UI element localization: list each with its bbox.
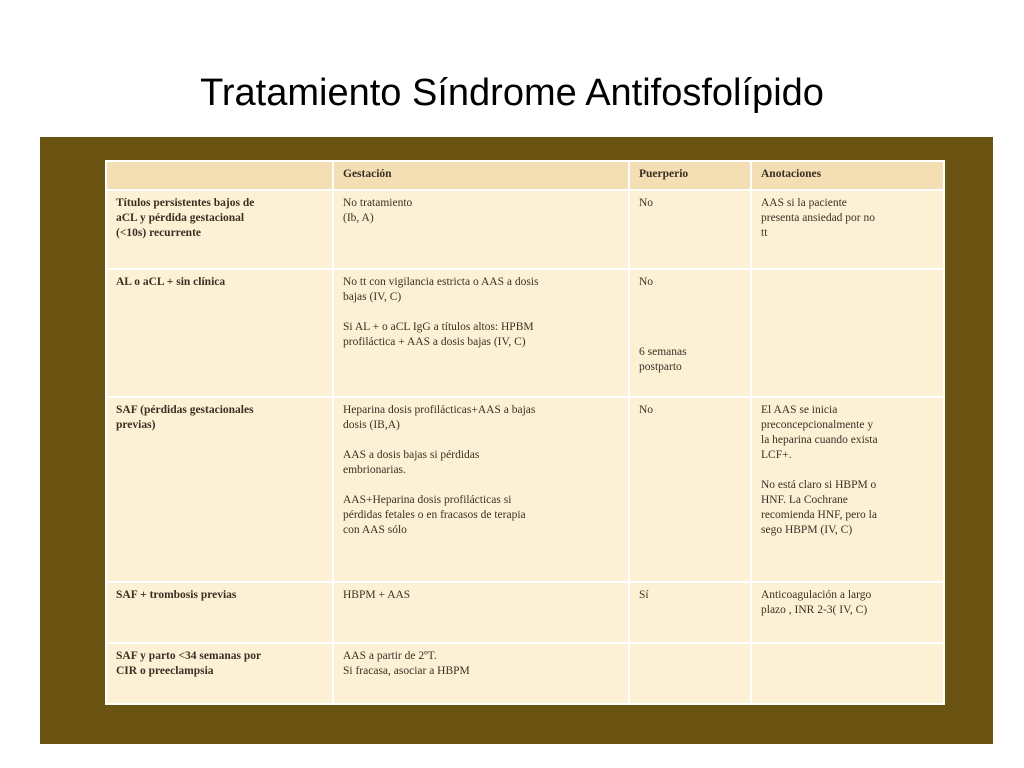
treatment-table (105, 160, 945, 705)
cell-anotaciones (751, 643, 944, 704)
text-line: El AAS se inicia (761, 404, 838, 416)
text-line: Anticoagulación a largo (761, 589, 872, 601)
text-line: No está claro si HBPM o (761, 479, 877, 491)
text-line: No tratamiento (343, 197, 413, 209)
text-line: postparto (639, 361, 682, 373)
cell-gestacion (333, 643, 629, 704)
cell-puerperio (629, 397, 751, 582)
text-line: tt (761, 227, 768, 239)
text-line: HNF. La Cochrane (761, 494, 848, 506)
header-gestacion: Gestación (333, 161, 629, 190)
table-row (106, 397, 944, 582)
slide-title: Tratamiento Síndrome Antifosfolípido (200, 72, 824, 114)
text-line: (Ib, A) (343, 212, 374, 224)
cell-anotaciones (751, 190, 944, 269)
table-row (106, 269, 944, 397)
text-line: plazo , INR 2-3( IV, C) (761, 604, 868, 616)
text-line: SAF (pérdidas gestacionales (116, 404, 254, 416)
row-condition (106, 269, 333, 397)
text-line: AAS a dosis bajas si pérdidas (343, 449, 480, 461)
cell-puerperio: Sí (629, 582, 751, 643)
cell-gestacion (333, 190, 629, 269)
cell-puerperio (629, 190, 751, 269)
cell-gestacion: HBPM + AAS (333, 582, 629, 643)
row-condition (106, 643, 333, 704)
text-line: Si AL + o aCL IgG a títulos altos: HPBM (343, 321, 534, 333)
text-line: pérdidas fetales o en fracasos de terapia (343, 509, 526, 521)
header-empty (106, 161, 333, 190)
text-line: dosis (IB,A) (343, 419, 400, 431)
text-line: AL o aCL + sin clínica (116, 276, 226, 288)
row-condition: SAF + trombosis previas (106, 582, 333, 643)
text-line: aCL y pérdida gestacional (116, 212, 245, 224)
cell-anotaciones (751, 397, 944, 582)
table-row (106, 190, 944, 269)
cell-anotaciones (751, 582, 944, 643)
text-line: la heparina cuando exista (761, 434, 878, 446)
text-line: embrionarias. (343, 464, 406, 476)
row-condition (106, 190, 333, 269)
text-line: No (639, 404, 654, 416)
header-anotaciones: Anotaciones (751, 161, 944, 190)
text-line: previas) (116, 419, 156, 431)
text-line: con AAS sólo (343, 524, 407, 536)
table-header-row (106, 161, 944, 190)
text-line: No (639, 197, 654, 209)
text-line: LCF+. (761, 449, 792, 461)
text-line: No (639, 276, 654, 288)
text-line: 6 semanas (639, 346, 687, 358)
text-line: preconcepcionalmente y (761, 419, 874, 431)
text-line: Heparina dosis profilácticas+AAS a bajas (343, 404, 536, 416)
text-line: presenta ansiedad por no (761, 212, 876, 224)
text-line: Si fracasa, asociar a HBPM (343, 665, 470, 677)
row-condition (106, 397, 333, 582)
cell-anotaciones (751, 269, 944, 397)
text-line: AAS+Heparina dosis profilácticas si (343, 494, 512, 506)
text-line: bajas (IV, C) (343, 291, 402, 303)
text-line: AAS a partir de 2ºT. (343, 650, 437, 662)
text-line: sego HBPM (IV, C) (761, 524, 853, 536)
text-line: (<10s) recurrente (116, 227, 201, 239)
text-line: profiláctica + AAS a dosis bajas (IV, C) (343, 336, 526, 348)
cell-puerperio (629, 269, 751, 397)
text-line: No tt con vigilancia estricta o AAS a dosis (343, 276, 539, 288)
table-row (106, 643, 944, 704)
header-puerperio: Puerperio (629, 161, 751, 190)
text-line: CIR o preeclampsia (116, 665, 214, 677)
text-line: AAS si la paciente (761, 197, 847, 209)
text-line: Títulos persistentes bajos de (116, 197, 255, 209)
cell-gestacion (333, 397, 629, 582)
cell-puerperio (629, 643, 751, 704)
cell-gestacion (333, 269, 629, 397)
text-line: SAF y parto <34 semanas por (116, 650, 262, 662)
table-row (106, 582, 944, 643)
text-line: recomienda HNF, pero la (761, 509, 877, 521)
